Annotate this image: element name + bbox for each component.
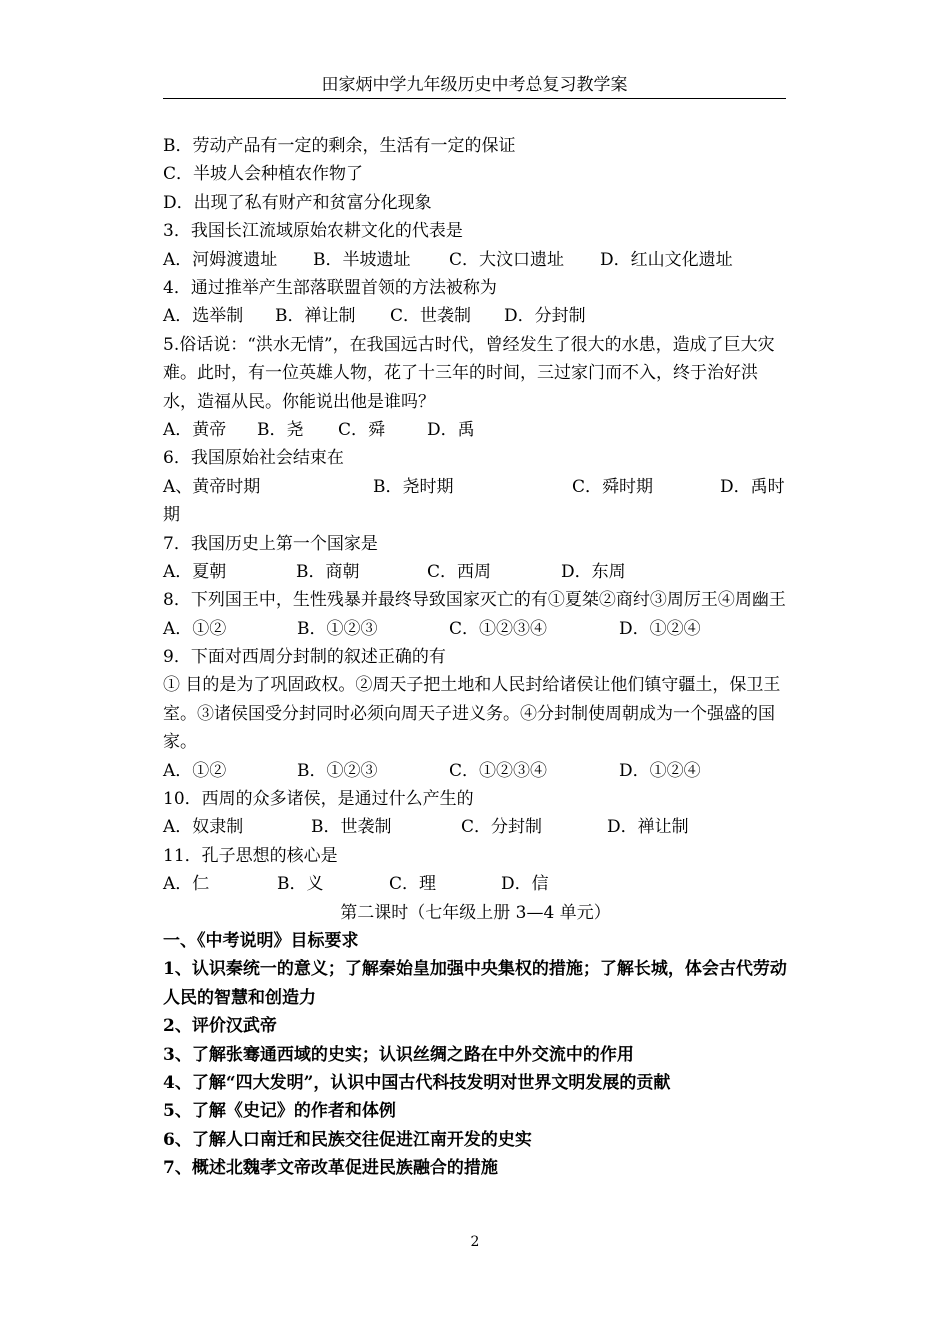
question-6-options	[163, 473, 788, 501]
question-9-options	[163, 757, 788, 785]
document-body	[163, 132, 788, 1183]
requirement-item: 5、了解《史记》的作者和体例	[163, 1101, 396, 1122]
question-8: 8．下列国王中，生性残暴并最终导致国家灭亡的有①夏桀②商纣③周厉王④周幽王	[163, 590, 786, 611]
question-5: 5.俗话说：“洪水无情”，在我国远古时代，曾经发生了很大的水患，造成了巨大灾难。此时，有一位英雄人物，花了十三年的时间，三过家门而不入，终于治好洪水，造福从民。你能说出他是谁吗？	[163, 334, 775, 412]
option-c: C．①②③④	[449, 760, 548, 781]
requirement-item: 1、认识秦统一的意义；了解秦始皇加强中央集权的措施；了解长城，体会古代劳动人民的智慧和创造力	[163, 959, 787, 1008]
option-b: B．①②③	[297, 618, 378, 639]
option-b: B．世袭制	[311, 817, 392, 838]
option-c: C．分封制	[461, 817, 543, 838]
option-a: A．①②	[163, 760, 227, 781]
option-b: B．禅让制	[275, 306, 356, 327]
option-line: D．出现了私有财产和贫富分化现象	[163, 192, 432, 213]
option-a: A．黄帝	[163, 419, 227, 440]
option-d: D．禅让制	[607, 817, 689, 838]
option-a: A．夏朝	[163, 561, 227, 582]
question-7: 7．我国历史上第一个国家是	[163, 533, 378, 554]
requirement-item: 7、概述北魏孝文帝改革促进民族融合的措施	[163, 1158, 498, 1179]
option-a: A．仁	[163, 874, 210, 895]
option-a: A．①②	[163, 618, 227, 639]
page-header: 田家炳中学九年级历史中考总复习教学案	[163, 74, 786, 99]
requirement-item: 3、了解张骞通西域的史实；认识丝绸之路在中外交流中的作用	[163, 1044, 634, 1065]
question-11-options	[163, 870, 788, 898]
question-11: 11．孔子思想的核心是	[163, 845, 338, 866]
option-b: B．①②③	[297, 760, 378, 781]
option-c: C．西周	[427, 561, 492, 582]
question-10: 10．西周的众多诸侯，是通过什么产生的	[163, 789, 474, 810]
question-4-options	[163, 302, 788, 330]
option-d: D．信	[501, 874, 549, 895]
option-line: B．劳动产品有一定的剩余，生活有一定的保证	[163, 136, 516, 156]
requirements-heading: 一、《中考说明》目标要求	[163, 931, 359, 952]
option-d: D．①②④	[619, 760, 701, 781]
question-6-continuation: 期	[163, 505, 180, 526]
option-a: A．河姆渡遗址	[163, 249, 278, 270]
option-d: D．分封制	[504, 306, 586, 327]
question-10-options	[163, 813, 788, 841]
question-3: 3．我国长江流域原始农耕文化的代表是	[163, 221, 463, 242]
option-d: D．东周	[561, 561, 626, 582]
option-b: B．半坡遗址	[313, 249, 411, 270]
option-a: A．奴隶制	[163, 817, 244, 838]
option-b: B．尧	[257, 419, 304, 440]
requirement-item: 6、了解人口南迁和民族交往促进江南开发的史实	[163, 1129, 532, 1150]
option-d: D．禹	[427, 419, 475, 440]
option-b: B．义	[277, 874, 324, 895]
question-3-options	[163, 246, 788, 274]
option-a: A、黄帝时期	[163, 476, 261, 497]
question-4: 4．通过推举产生部落联盟首领的方法被称为	[163, 277, 497, 298]
option-line: C．半坡人会种植农作物了	[163, 164, 364, 185]
option-c: C．①②③④	[449, 618, 548, 639]
section-title: 第二课时（七年级上册 3—4 单元）	[340, 902, 611, 923]
question-5-options	[163, 416, 788, 444]
option-d: D．①②④	[619, 618, 701, 639]
option-b: B．尧时期	[373, 476, 454, 497]
question-6: 6．我国原始社会结束在	[163, 448, 344, 469]
option-d: D．红山文化遗址	[600, 249, 733, 270]
option-c: C．大汶口遗址	[449, 249, 565, 270]
question-9: 9．下面对西周分封制的叙述正确的有	[163, 647, 446, 668]
option-d: D．禹时	[720, 476, 785, 497]
option-b: B．商朝	[296, 561, 360, 582]
question-8-options	[163, 615, 788, 643]
option-a: A．选举制	[163, 306, 244, 327]
requirement-item: 4、了解“四大发明”，认识中国古代科技发明对世界文明发展的贡献	[163, 1073, 671, 1094]
option-c: C．舜	[338, 419, 386, 440]
page-number: 2	[470, 1234, 480, 1250]
option-c: C．世袭制	[390, 306, 472, 327]
option-c: C．理	[389, 874, 437, 895]
requirement-item: 2、评价汉武帝	[163, 1016, 277, 1037]
question-7-options	[163, 558, 788, 586]
question-9-statements: ① 目的是为了巩固政权。②周天子把土地和人民封给诸侯让他们镇守疆土，保卫王室。③诸侯国受分封同时必须向周天子进义务。④分封制使周朝成为一个强盛的国家。	[163, 675, 781, 753]
option-c: C．舜时期	[572, 476, 654, 497]
